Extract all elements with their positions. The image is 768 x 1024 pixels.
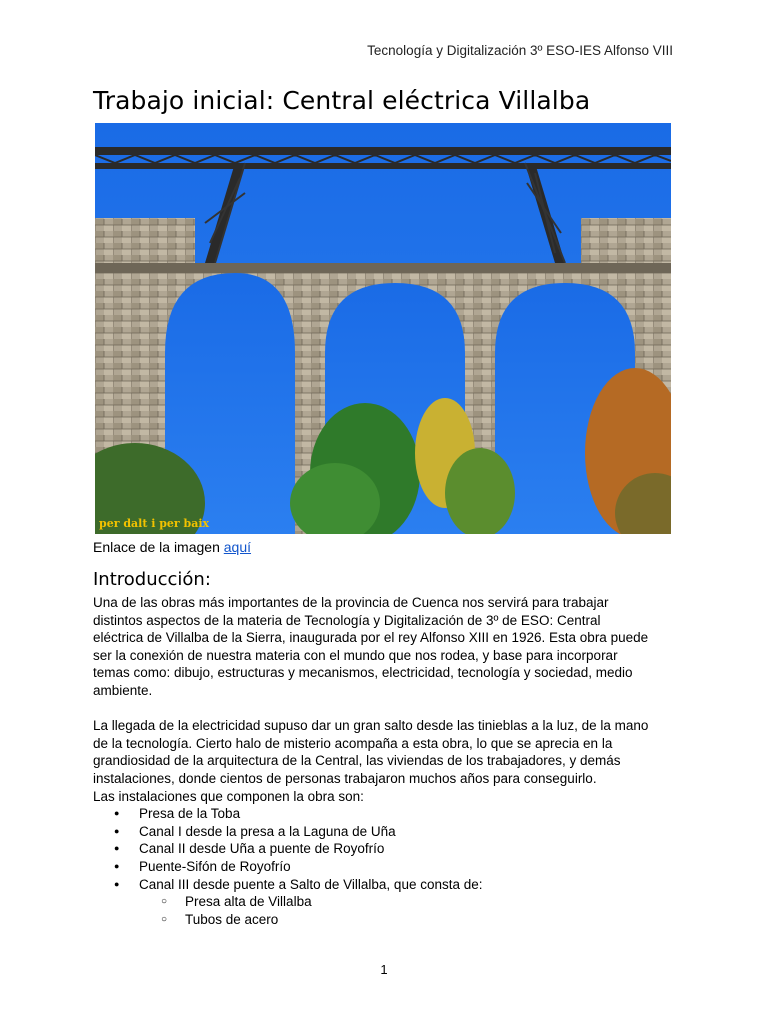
list-item-text: Canal III desde puente a Salto de Villalba, que consta de: bbox=[139, 876, 483, 892]
image-caption bbox=[93, 539, 251, 555]
list-intro: Las instalaciones que componen la obra son: bbox=[93, 788, 364, 804]
intro-body bbox=[93, 594, 653, 928]
intro-paragraph-2: La llegada de la electricidad supuso dar un gran salto desde las tinieblas a la luz, de la mano de la tecnología. Cierto halo de misterio acompaña a esta obra, lo que se aprecia en la grandiosidad de la arquitectura de la Central, las viviendas de los trabajadores, y demás instalaciones, donde cientos de personas trabajaron muchos años para conseguirlo. bbox=[93, 718, 649, 786]
image-watermark: per dalt i per baix bbox=[99, 517, 210, 530]
image-link[interactable]: aquí bbox=[223, 539, 252, 555]
sub-list-item: ○ Tubos de acero bbox=[139, 911, 653, 929]
document-title: Trabajo inicial: Central eléctrica Villalba bbox=[93, 86, 591, 115]
list-item bbox=[93, 876, 653, 929]
list-item: ● Presa de la Toba bbox=[93, 805, 653, 823]
list-item: ● Canal I desde la presa a la Laguna de Uña bbox=[93, 823, 653, 841]
page-header: Tecnología y Digitalización 3º ESO-IES Alfonso VIII bbox=[367, 43, 673, 58]
caption-text: Enlace de la imagen bbox=[93, 539, 224, 555]
intro-heading: Introducción: bbox=[93, 569, 211, 590]
page-number: 1 bbox=[380, 962, 388, 977]
aqueduct-photo bbox=[95, 123, 671, 534]
sub-list bbox=[139, 893, 653, 928]
list-item: ● Puente-Sifón de Royofrío bbox=[93, 858, 653, 876]
sub-list-item: ○ Presa alta de Villalba bbox=[139, 893, 653, 911]
list-item: ● Canal II desde Uña a puente de Royofrío bbox=[93, 840, 653, 858]
installations-list bbox=[93, 805, 653, 928]
intro-paragraph-1: Una de las obras más importantes de la provincia de Cuenca nos servirá para trabajar distintos aspectos de la materia de Tecnología y Digitalización de 3º de ESO: Central eléctrica de Villalba de la Sierra, inaugurada por el rey Alfonso XIII en 1926. Esta obra puede ser la conexión de nuestra materia con el mundo que nos rodea, y base para incorporar temas como: dibujo, estructuras y mecanismos, electricidad, tecnología y sociedad, medio ambiente. bbox=[93, 595, 649, 698]
